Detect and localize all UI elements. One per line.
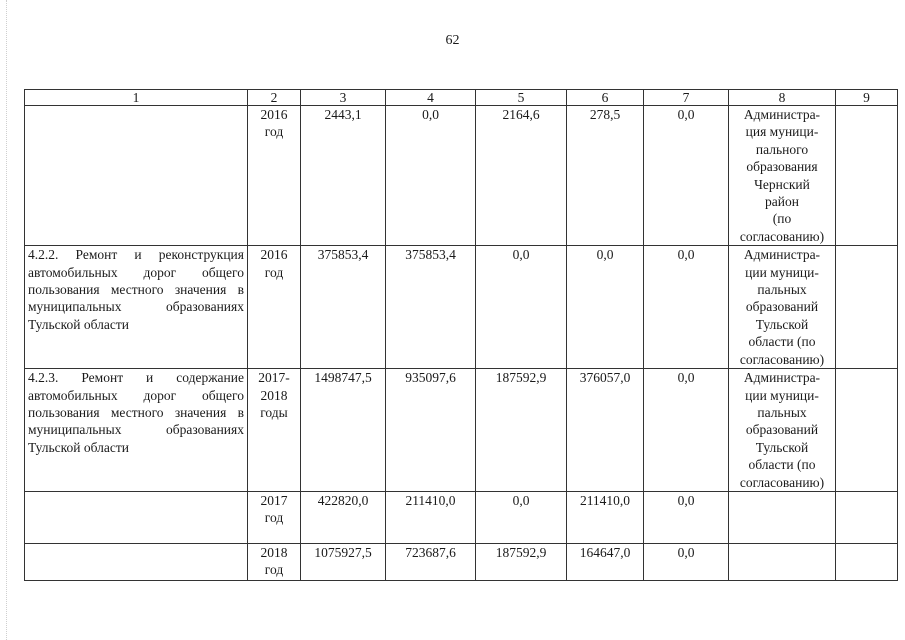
table-row (25, 246, 898, 369)
period-cell: 2017 год (248, 491, 301, 543)
table-row (25, 369, 898, 492)
column-header: 2 (248, 90, 301, 106)
period-cell: 2016 год (248, 246, 301, 369)
column-header: 3 (301, 90, 386, 106)
col9-cell (836, 491, 898, 543)
other-amount: 0,0 (644, 246, 729, 369)
executor-cell (729, 491, 836, 543)
table-row (25, 106, 898, 246)
column-header: 5 (476, 90, 567, 106)
local-amount: 0,0 (567, 246, 644, 369)
other-amount: 0,0 (644, 369, 729, 492)
regional-amount: 0,0 (476, 491, 567, 543)
total-amount: 1075927,5 (301, 543, 386, 580)
col9-cell (836, 369, 898, 492)
executor-cell: Администра- ции муници- пальных образований Тульской области (по согласованию) (729, 369, 836, 492)
column-header: 7 (644, 90, 729, 106)
regional-amount: 187592,9 (476, 369, 567, 492)
period-cell: 2017- 2018 годы (248, 369, 301, 492)
column-header: 4 (386, 90, 476, 106)
total-amount: 1498747,5 (301, 369, 386, 492)
column-header: 1 (25, 90, 248, 106)
local-amount: 376057,0 (567, 369, 644, 492)
other-amount: 0,0 (644, 491, 729, 543)
measure-description (25, 491, 248, 543)
table-row (25, 543, 898, 580)
col9-cell (836, 106, 898, 246)
federal-amount: 723687,6 (386, 543, 476, 580)
col9-cell (836, 543, 898, 580)
period-cell: 2016 год (248, 106, 301, 246)
total-amount: 422820,0 (301, 491, 386, 543)
measure-description (25, 106, 248, 246)
federal-amount: 0,0 (386, 106, 476, 246)
page-number: 62 (445, 33, 460, 48)
column-header: 8 (729, 90, 836, 106)
column-header: 9 (836, 90, 898, 106)
measure-description (25, 543, 248, 580)
executor-cell: Администра- ция муници- пального образования Чернский район (по согласованию) (729, 106, 836, 246)
regional-amount: 187592,9 (476, 543, 567, 580)
period-cell: 2018 год (248, 543, 301, 580)
budget-table (24, 89, 898, 581)
measure-description: 4.2.2. Ремонт и реконструкция автомобильных дорог общего пользования местного значения в муниципальных образованиях Тульской области (25, 246, 248, 369)
regional-amount: 0,0 (476, 246, 567, 369)
table-header-row (25, 90, 898, 106)
local-amount: 164647,0 (567, 543, 644, 580)
scan-edge-dots (6, 0, 7, 640)
executor-cell: Администра- ции муници- пальных образований Тульской области (по согласованию) (729, 246, 836, 369)
other-amount: 0,0 (644, 543, 729, 580)
col9-cell (836, 246, 898, 369)
federal-amount: 375853,4 (386, 246, 476, 369)
total-amount: 2443,1 (301, 106, 386, 246)
local-amount: 278,5 (567, 106, 644, 246)
table-row (25, 491, 898, 543)
measure-description: 4.2.3. Ремонт и содержание автомобильных дорог общего пользования местного значения в муниципальных образованиях Тульской области (25, 369, 248, 492)
local-amount: 211410,0 (567, 491, 644, 543)
column-header: 6 (567, 90, 644, 106)
total-amount: 375853,4 (301, 246, 386, 369)
federal-amount: 935097,6 (386, 369, 476, 492)
federal-amount: 211410,0 (386, 491, 476, 543)
other-amount: 0,0 (644, 106, 729, 246)
executor-cell (729, 543, 836, 580)
regional-amount: 2164,6 (476, 106, 567, 246)
